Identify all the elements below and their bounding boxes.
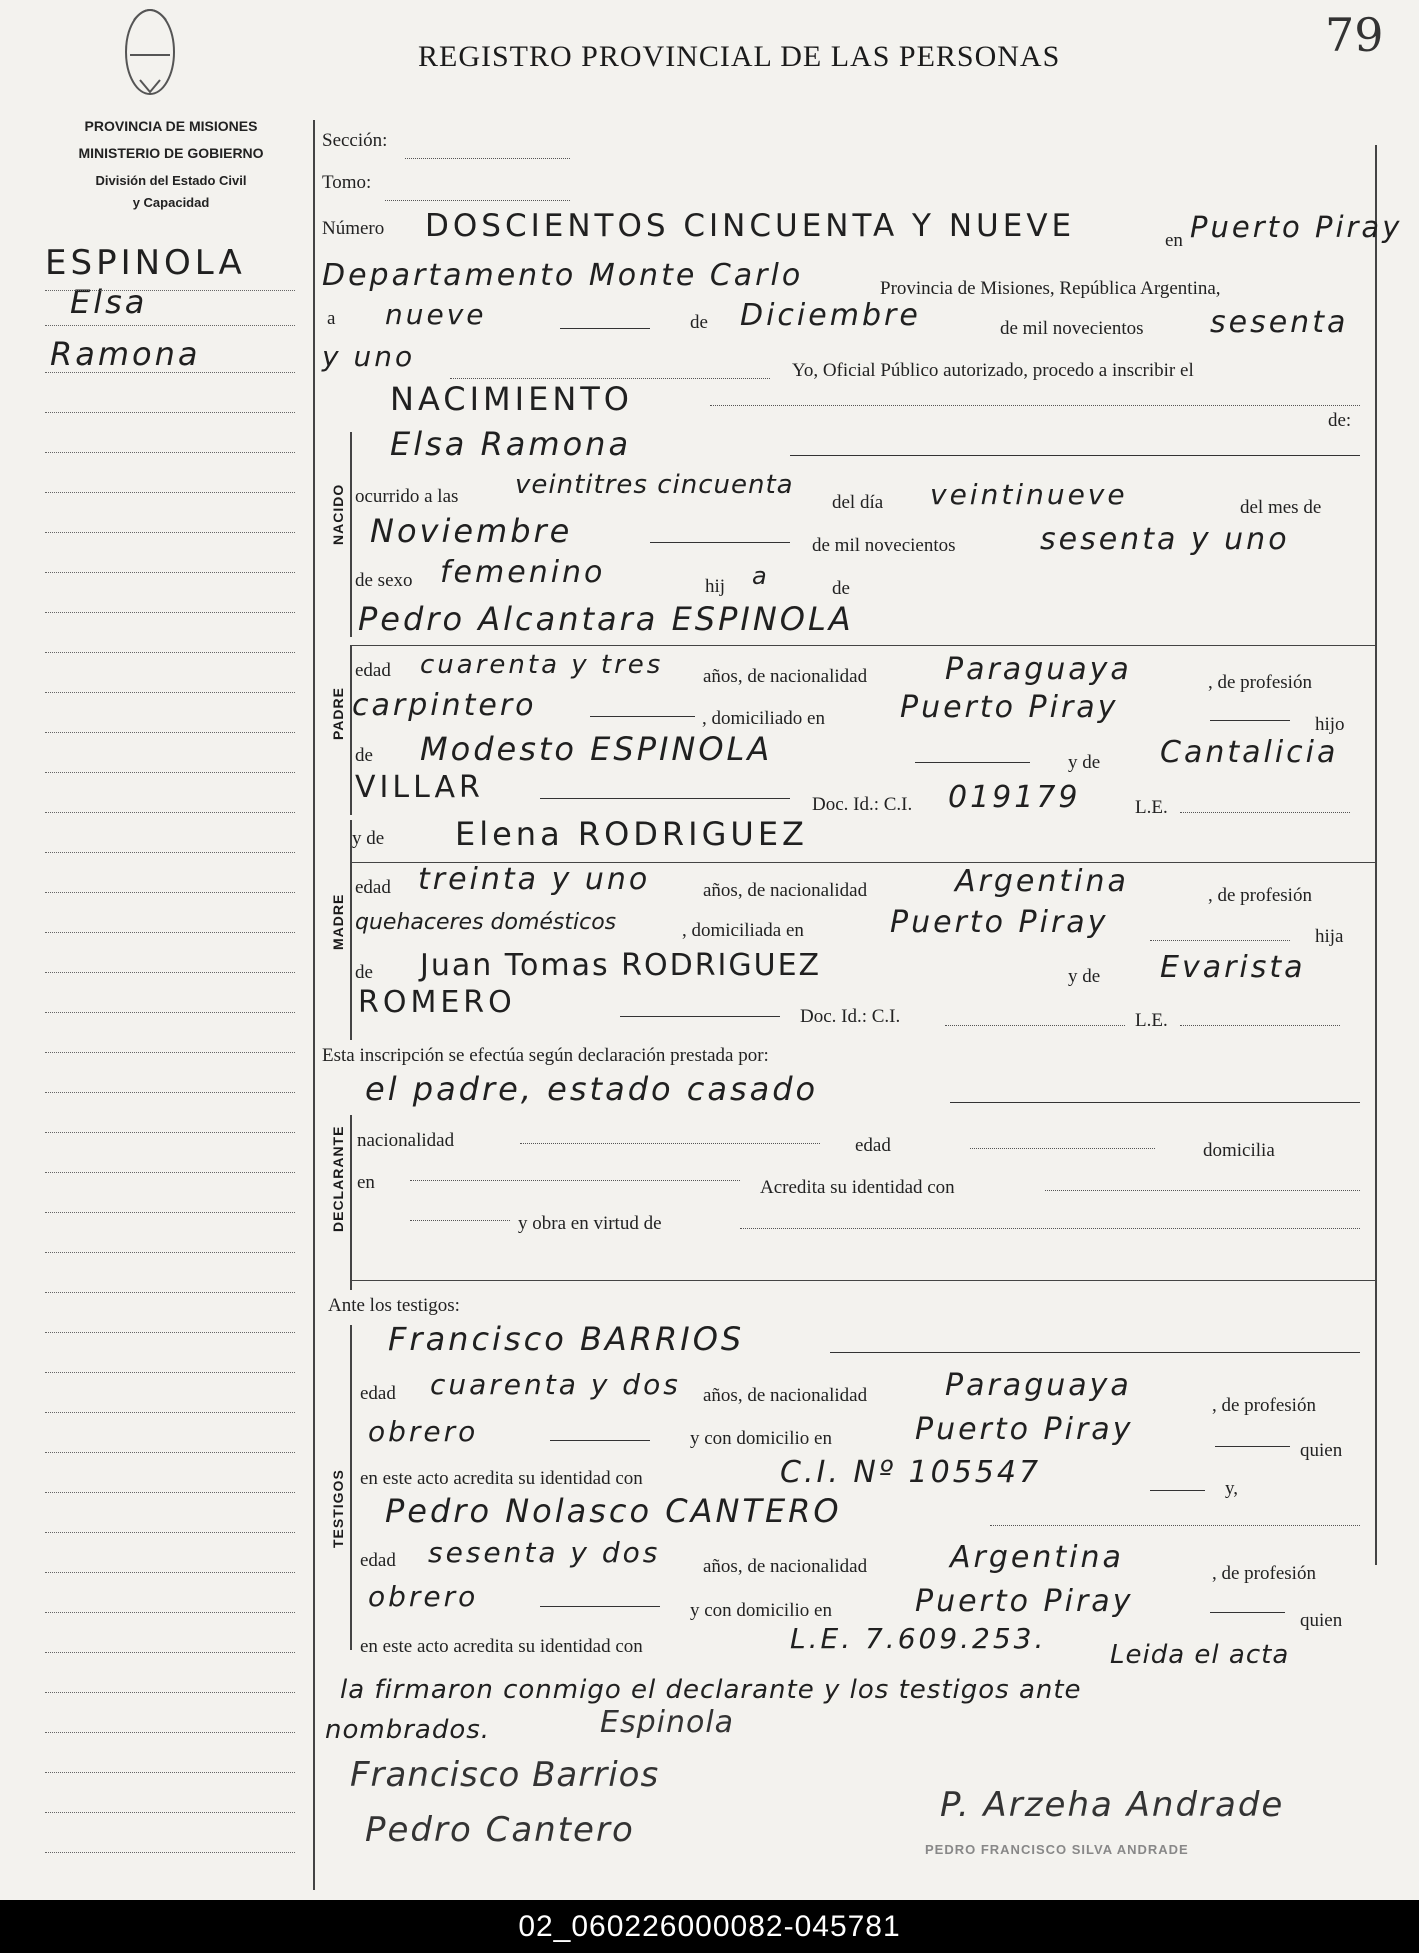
de-mil2-label: de mil novecientos [812, 535, 956, 556]
padre-nombre-value: Pedro Alcantara ESPINOLA [358, 600, 854, 638]
madre-padre-value: Juan Tomas RODRIGUEZ [420, 948, 822, 983]
madre-y-de-label: y de [352, 828, 385, 849]
de-sexo-label: de sexo [355, 570, 413, 591]
decl-edad-label: edad [855, 1135, 891, 1156]
madre-le-label: L.E. [1135, 1010, 1168, 1031]
testigo2-profesion-value: obrero [368, 1580, 479, 1613]
org-province: PROVINCIA DE MISIONES [84, 118, 258, 134]
signature-oficial: P. Arzeha Andrade [940, 1785, 1285, 1825]
nombre-value: Elsa Ramona [390, 425, 632, 463]
madre-side-label: MADRE [330, 893, 346, 950]
testigo1-domicilio-value: Puerto Piray [915, 1412, 1134, 1447]
t2-edad-label: edad [360, 1550, 396, 1571]
decl-dom-label: domicilia [1203, 1140, 1275, 1161]
padre-side-label: PADRE [330, 687, 346, 740]
margin-surname: ESPINOLA [45, 243, 246, 283]
madre-nacionalidad-value: Argentina [955, 864, 1129, 899]
document-id-footer: 02_060226000082-045781 [0, 1900, 1419, 1953]
mes-value: Diciembre [740, 298, 921, 333]
testigo2-edad-value: sesenta y dos [428, 1536, 661, 1569]
padre-prof-label: , de profesión [1208, 672, 1312, 693]
padre-padre-value: Modesto ESPINOLA [420, 730, 773, 768]
t1-quien-label: quien [1300, 1440, 1343, 1461]
org-capacity: y Capacidad [132, 195, 210, 210]
testigo1-profesion-value: obrero [368, 1415, 479, 1448]
numero-label: Número [322, 218, 385, 239]
hij-label: hij [705, 576, 726, 597]
signature-testigo1: Francisco Barrios [350, 1755, 660, 1795]
padre-madre-b-value: VILLAR [355, 770, 484, 805]
numero-value: DOSCIENTOS CINCUENTA Y NUEVE [425, 208, 1076, 244]
acredita-label: Acredita su identidad con [760, 1177, 955, 1198]
t1-nac-label: años, de nacionalidad [703, 1385, 868, 1406]
t2-prof-label: , de profesión [1212, 1563, 1316, 1584]
signature-declarante: Espinola [600, 1705, 735, 1740]
lugar-value: Puerto Piray [1190, 210, 1403, 244]
anio-b-value: y uno [322, 340, 416, 373]
t1-y-label: y, [1225, 1478, 1239, 1499]
margin-given1: Elsa [70, 283, 148, 321]
sexo-value: femenino [440, 555, 606, 590]
domiciliado-label: , domiciliado en [702, 708, 825, 729]
madre-doc-label: Doc. Id.: C.I. [800, 1006, 901, 1027]
seccion-label: Sección: [322, 130, 388, 151]
page-title: REGISTRO PROVINCIAL DE LAS PERSONAS [418, 40, 1061, 73]
ante-label: Ante los testigos: [328, 1295, 460, 1316]
a-label: a [327, 308, 336, 329]
t2-acto-label: en este acto acredita su identidad con [360, 1636, 643, 1657]
testigo2-nombre-value: Pedro Nolasco CANTERO [385, 1492, 842, 1530]
en-label: en [1165, 230, 1183, 251]
cierre-line3: nombrados. [325, 1715, 491, 1745]
hij-suffix: a [752, 562, 770, 590]
ocurrido-label: ocurrido a las [355, 486, 459, 507]
madre-madre-a-value: Evarista [1160, 950, 1306, 985]
madre-nombre-value: Elena RODRIGUEZ [455, 815, 808, 853]
de2-label: de [832, 578, 850, 599]
decl-nac-label: nacionalidad [357, 1130, 455, 1151]
inscripcion-label: Esta inscripción se efectúa según declaración prestada por: [322, 1045, 769, 1066]
de-colon-label: de: [1328, 410, 1352, 431]
oficial-label: Yo, Oficial Público autorizado, procedo a inscribir el [792, 360, 1194, 381]
de-mil-label: de mil novecientos [1000, 318, 1144, 339]
dia-nac-value: veintinueve [930, 478, 1128, 511]
madre-prof-label: , de profesión [1208, 885, 1312, 906]
t1-dom-label: y con domicilio en [690, 1428, 832, 1449]
declarante-side-label: DECLARANTE [330, 1125, 346, 1232]
padre-y-de-label: y de [1068, 752, 1101, 773]
domiciliada-label: , domiciliada en [682, 920, 804, 941]
padre-nac-label: años, de nacionalidad [703, 666, 868, 687]
testigo1-nacionalidad-value: Paraguaya [945, 1368, 1132, 1403]
departamento-value: Departamento Monte Carlo [322, 258, 804, 293]
padre-edad-value: cuarenta y tres [420, 650, 664, 680]
official-stamp: PEDRO FRANCISCO SILVA ANDRADE [925, 1842, 1189, 1857]
cierre-line2: la firmaron conmigo el declarante y los testigos ante [340, 1675, 1082, 1705]
anio-a-value: sesenta [1210, 305, 1349, 340]
org-ministry: MINISTERIO DE GOBIERNO [78, 145, 264, 161]
page-number: 79 [1325, 8, 1384, 62]
t1-acto-label: en este acto acredita su identidad con [360, 1468, 643, 1489]
cierre-line1: Leida el acta [1110, 1640, 1290, 1670]
madre-profesion-value: quehaceres domésticos [355, 910, 617, 935]
testigo1-edad-value: cuarenta y dos [430, 1368, 681, 1401]
del-mes-label: del mes de [1240, 497, 1322, 518]
decl-en-label: en [357, 1172, 375, 1193]
testigo2-domicilio-value: Puerto Piray [915, 1584, 1134, 1619]
t2-dom-label: y con domicilio en [690, 1600, 832, 1621]
signature-testigo2: Pedro Cantero [365, 1810, 635, 1850]
madre-madre-b-value: ROMERO [358, 985, 516, 1020]
t1-edad-label: edad [360, 1383, 396, 1404]
madre-y-de2-label: y de [1068, 966, 1101, 987]
hora-value: veintitres cincuenta [515, 470, 794, 500]
t1-prof-label: , de profesión [1212, 1395, 1316, 1416]
hijo-label: hijo [1315, 714, 1345, 735]
mes-nac-value: Noviembre [370, 512, 573, 550]
t2-nac-label: años, de nacionalidad [703, 1556, 868, 1577]
testigos-side-label: TESTIGOS [330, 1469, 346, 1548]
testigo2-nacionalidad-value: Argentina [950, 1540, 1124, 1575]
padre-nacionalidad-value: Paraguaya [945, 652, 1132, 687]
padre-doc-label: Doc. Id.: C.I. [812, 794, 913, 815]
padre-edad-label: edad [355, 660, 391, 681]
testigo1-nombre-value: Francisco BARRIOS [388, 1320, 745, 1358]
tomo-label: Tomo: [322, 172, 372, 193]
padre-profesion-value: carpintero [352, 688, 537, 723]
t2-quien-label: quien [1300, 1610, 1343, 1631]
de-label: de [690, 312, 708, 333]
testigo1-doc-value: C.I. Nº 105547 [780, 1455, 1042, 1490]
org-division: División del Estado Civil [95, 173, 247, 188]
nacido-side-label: NACIDO [330, 483, 346, 545]
madre-de-label: de [355, 962, 373, 983]
padre-madre-a-value: Cantalicia [1160, 735, 1339, 770]
madre-edad-label: edad [355, 877, 391, 898]
anio-nac-value: sesenta y uno [1040, 522, 1290, 557]
margin-given2: Ramona [50, 335, 201, 373]
padre-le-label: L.E. [1135, 797, 1168, 818]
hija-label: hija [1315, 926, 1344, 947]
provincia-label: Provincia de Misiones, República Argentina, [880, 278, 1221, 299]
madre-edad-value: treinta y uno [418, 862, 651, 897]
dia-value: nueve [385, 298, 487, 331]
del-dia-label: del día [832, 492, 884, 513]
madre-nac-label: años, de nacionalidad [703, 880, 868, 901]
obra-label: y obra en virtud de [518, 1213, 662, 1234]
acto-value: NACIMIENTO [390, 380, 633, 418]
declarante-value: el padre, estado casado [365, 1070, 819, 1108]
padre-ci-value: 019179 [948, 780, 1081, 815]
padre-domicilio-value: Puerto Piray [900, 690, 1119, 725]
padre-de-label: de [355, 745, 373, 766]
testigo2-doc-value: L.E. 7.609.253. [790, 1622, 1047, 1655]
coat-of-arms-icon [120, 0, 180, 100]
madre-domicilio-value: Puerto Piray [890, 905, 1109, 940]
